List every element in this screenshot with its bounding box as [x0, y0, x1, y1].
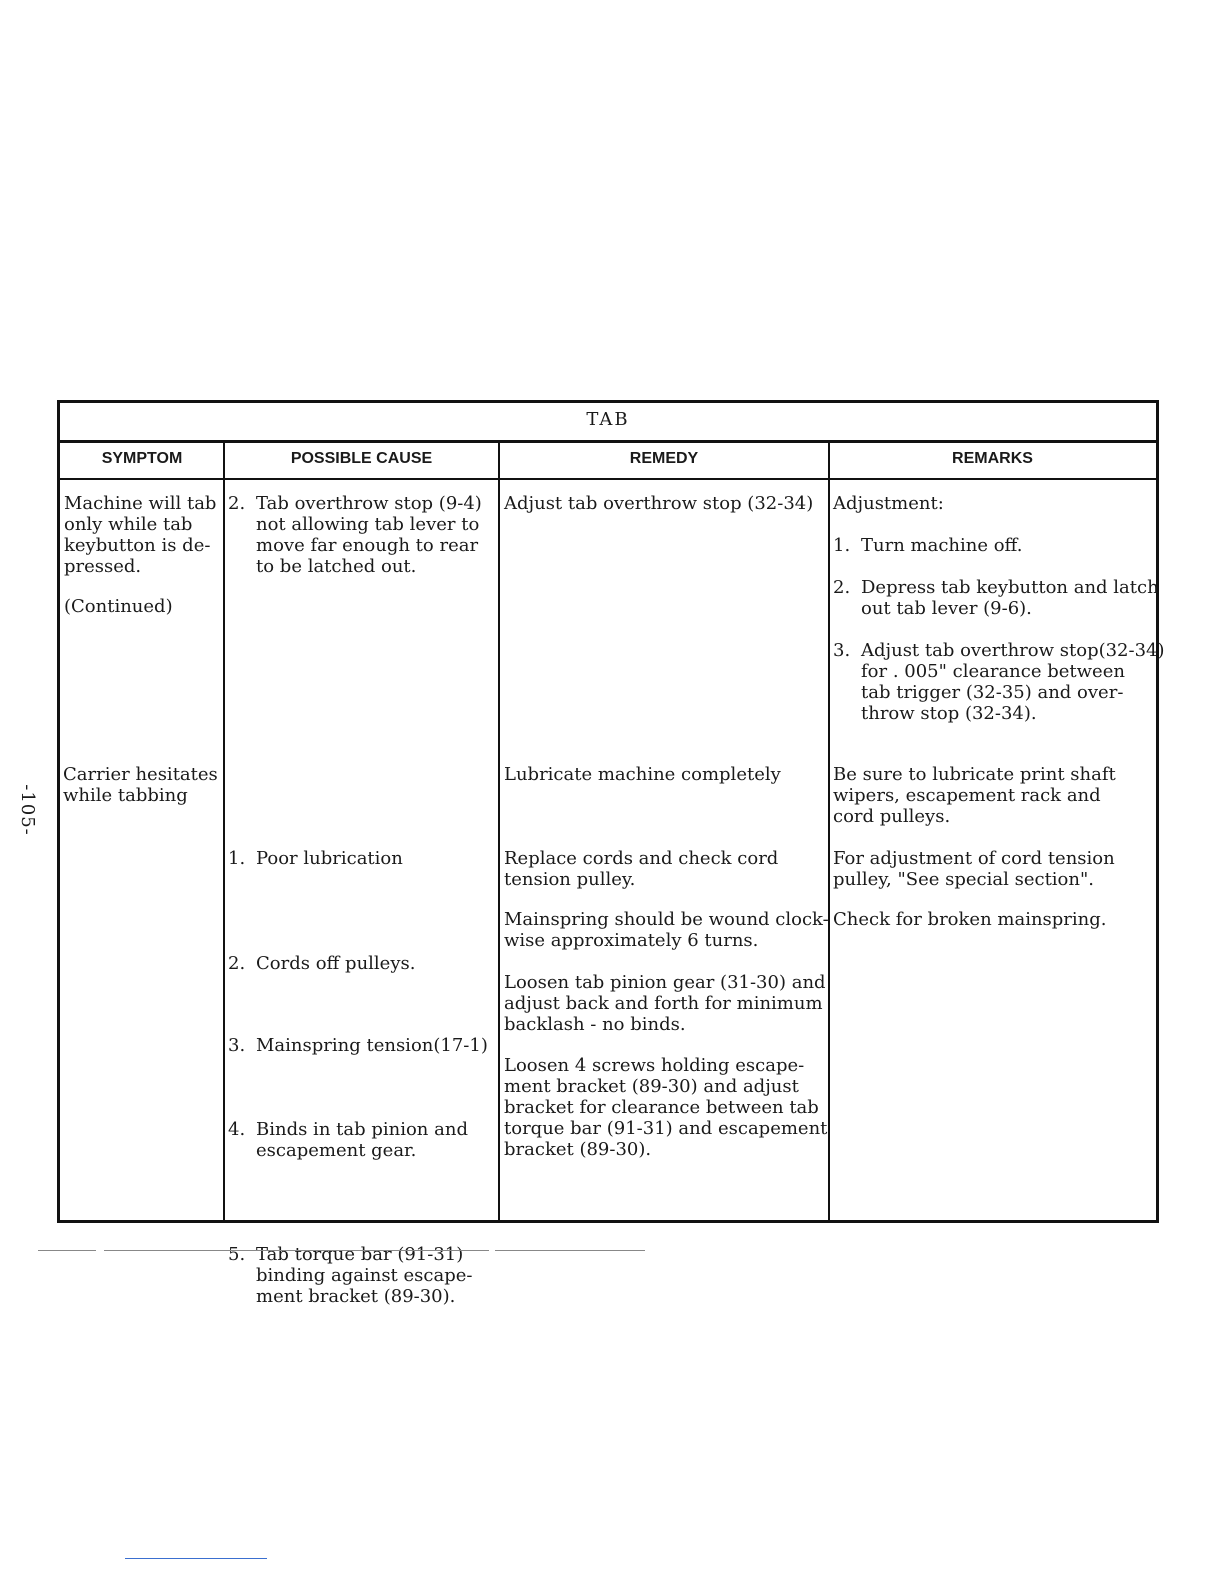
remedy-replace-cords: Replace cords and check cord tension pulley.: [504, 848, 779, 890]
scan-rule: [104, 1250, 489, 1251]
remarks-cord-tension: For adjustment of cord tension pulley, "See special section".: [833, 848, 1115, 890]
remedy-loosen-pinion-gear: Loosen tab pinion gear (31-30) and adjust back and forth for minimum backlash - no binds.: [504, 972, 826, 1035]
remarks-broken-mainspring: Check for broken mainspring.: [833, 909, 1107, 930]
header-remedy: REMEDY: [499, 440, 829, 480]
remedy-wind-mainspring: Mainspring should be wound clock- wise approximately 6 turns.: [504, 909, 829, 951]
continued-note: (Continued): [64, 596, 173, 617]
cause-poor-lubrication: 1. Poor lubrication: [228, 848, 403, 869]
header-possible-cause: POSSIBLE CAUSE: [224, 440, 499, 480]
header-remarks: REMARKS: [829, 440, 1156, 480]
remedy-lubricate: Lubricate machine completely: [504, 764, 781, 785]
scan-rule: [495, 1250, 645, 1251]
blue-rule: [125, 1558, 267, 1559]
column-divider: [223, 440, 225, 1220]
table-title: TAB: [60, 403, 1156, 443]
remarks-adjustment: [833, 493, 1165, 724]
adjustment-step: 3. Adjust tab overthrow stop(32-34) for . 005" clearance between tab trigger (32-35) and over- throw stop (32-34).: [833, 640, 1165, 724]
cause-tab-torque-bar: 5. Tab torque bar (91-31) binding against escape- ment bracket (89-30).: [228, 1244, 473, 1307]
adjustment-step: 2. Depress tab keybutton and latch out tab lever (9-6).: [833, 577, 1159, 619]
symptom-machine-will-tab: Machine will tab only while tab keybutton is de- pressed. (Continued): [64, 493, 217, 617]
page-number: -105-: [17, 784, 39, 836]
cause-cords-off-pulleys: 2. Cords off pulleys.: [228, 953, 416, 974]
adjustment-step: 1. Turn machine off.: [833, 535, 1023, 556]
scan-rule: [38, 1250, 96, 1251]
cause-binds-tab-pinion: 4. Binds in tab pinion and escapement gear.: [228, 1119, 468, 1161]
remedy-adjust-overthrow-stop: Adjust tab overthrow stop (32-34): [504, 493, 814, 514]
cause-tab-overthrow-stop: 2. Tab overthrow stop (9-4) not allowing tab lever to move far enough to rear to be latched out.: [228, 493, 482, 577]
adjustment-heading: Adjustment:: [833, 493, 944, 514]
remedy-loosen-screws: Loosen 4 screws holding escape- ment bracket (89-30) and adjust bracket for clearance between tab torque bar (91-31) and escapement bracket (89-30).: [504, 1055, 828, 1160]
header-symptom: SYMPTOM: [60, 440, 224, 480]
cause-mainspring-tension: 3. Mainspring tension(17-1): [228, 1035, 488, 1056]
troubleshooting-table: [57, 400, 1165, 1307]
remarks-lubricate: Be sure to lubricate print shaft wipers, escapement rack and cord pulleys.: [833, 764, 1116, 827]
symptom-carrier-hesitates: Carrier hesitates while tabbing: [63, 764, 218, 806]
